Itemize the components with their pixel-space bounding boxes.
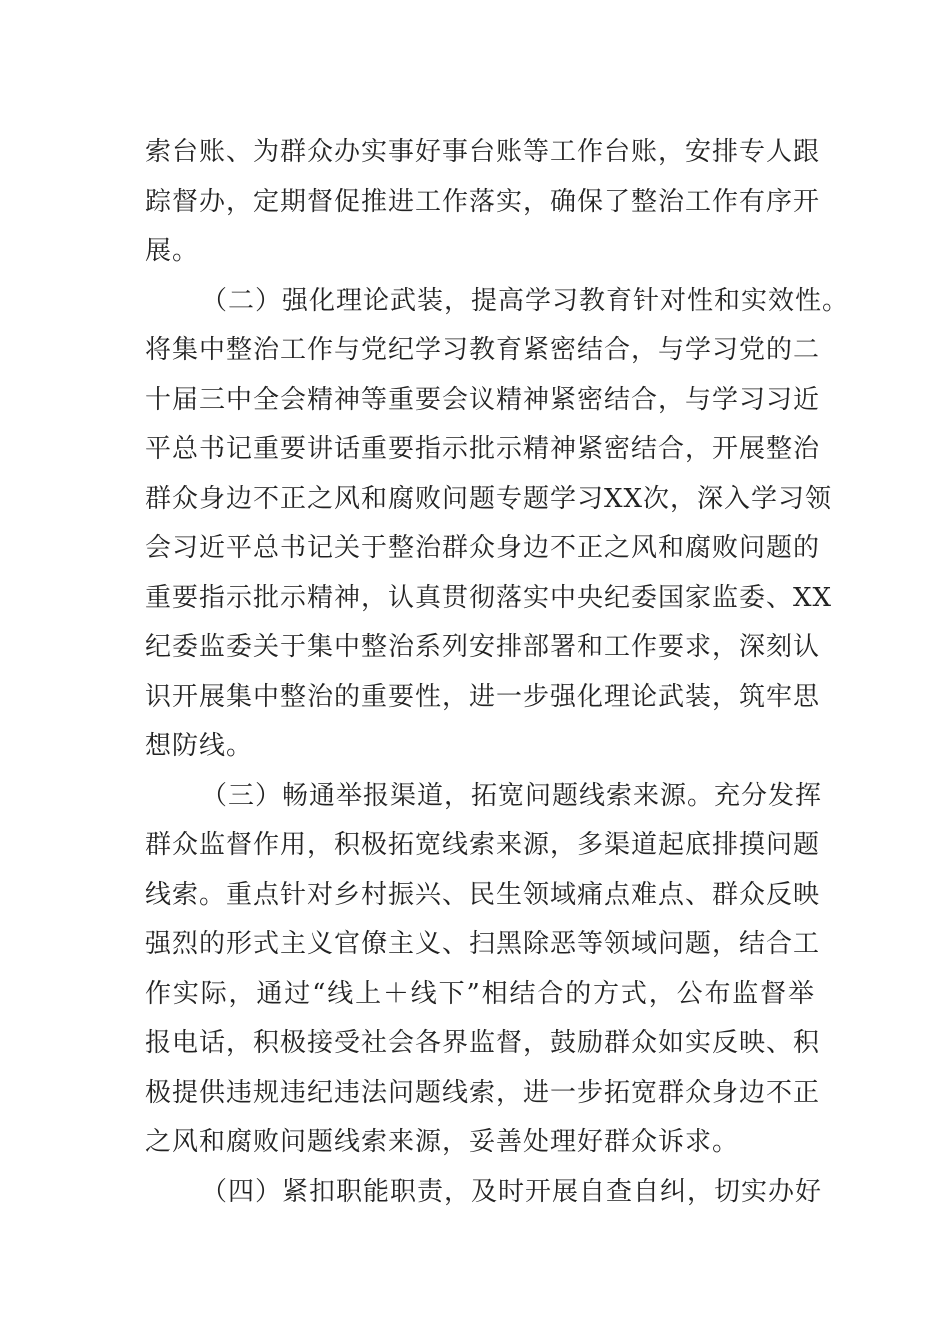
text-line: 作实际，通过“线上＋线下”相结合的方式，公布监督举 — [145, 978, 815, 1009]
text-line: 展。 — [145, 236, 200, 266]
text-line: 极提供违规违纪违法问题线索，进一步拓宽群众身边不正 — [145, 1077, 821, 1108]
text-line: 强烈的形式主义官僚主义、扫黑除恶等领域问题，结合工 — [145, 929, 821, 959]
text-line: 线索。重点针对乡村振兴、民生领域痛点难点、群众反映 — [145, 879, 821, 910]
text-line: 平总书记重要讲话重要指示批示精神紧密结合，开展整治 — [145, 434, 821, 464]
text-line: 重要指示批示精神，认真贯彻落实中央纪委国家监委、XX — [145, 582, 833, 613]
document-body — [145, 128, 850, 1217]
text-line: 十届三中全会精神等重要会议精神紧密结合，与学习习近 — [145, 384, 821, 415]
section-heading-4: （四）紧扣职能职责，及时开展自查自纠，切实办好 — [201, 1176, 823, 1207]
text-line: 踪督办，定期督促推进工作落实，确保了整治工作有序开 — [145, 186, 821, 217]
text-line: 之风和腐败问题线索来源，妥善处理好群众诉求。 — [145, 1127, 740, 1157]
text-line: 索台账、为群众办实事好事台账等工作台账，安排专人跟 — [145, 137, 821, 167]
text-line: 群众身边不正之风和腐败问题专题学习XX次，深入学习领 — [145, 483, 833, 514]
text-line: 群众监督作用，积极拓宽线索来源，多渠道起底排摸问题 — [145, 830, 821, 860]
text-line: 识开展集中整治的重要性，进一步强化理论武装，筑牢思 — [145, 681, 821, 712]
text-line: 报电话，积极接受社会各界监督，鼓励群众如实反映、积 — [145, 1028, 821, 1058]
text-line: 会习近平总书记关于整治群众身边不正之风和腐败问题的 — [145, 533, 821, 563]
text-line: 将集中整治工作与党纪学习教育紧密结合，与学习党的二 — [145, 335, 821, 365]
text-line: 纪委监委关于集中整治系列安排部署和工作要求，深刻认 — [145, 632, 821, 662]
section-heading-3: （三）畅通举报渠道，拓宽问题线索来源。充分发挥 — [201, 780, 823, 811]
text-line: 想防线。 — [145, 731, 254, 761]
section-heading-2: （二）强化理论武装，提高学习教育针对性和实效性。 — [201, 285, 850, 316]
